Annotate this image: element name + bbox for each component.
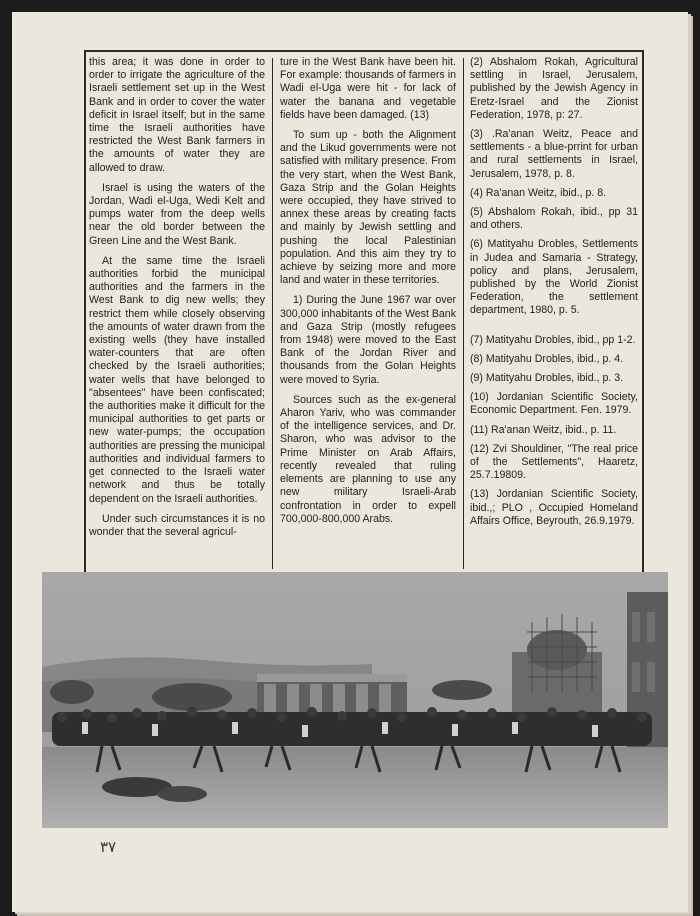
magazine-page (12, 12, 688, 912)
article-column-1 (89, 56, 265, 571)
reference-item: (12) Zvi Shouldiner, "The real price of the Settlements", Haaretz, 25.7.19809. (470, 442, 638, 482)
text-frame (84, 50, 644, 577)
reference-item: (7) Matityahu Drobles, ibid., pp 1-2. (470, 333, 636, 346)
reference-item: (3) .Ra'anan Weitz, Peace and settlements - a blue-prrint for urban and rural settlements in Israel, Jerusalem, 1978, p. 8. (470, 128, 638, 180)
reference-item: (5) Abshalom Rokah, ibid., pp 31 and others. (470, 206, 638, 232)
paragraph: this area; it was done in order to order to irrigate the agriculture of the Israeli settlement set up in the West Bank and in order to cover the water deficit in Israel itself; but in the same time the Israeli authorities have restricted the West Bank farmers in the amounts of water they are allowed to draw. (89, 56, 265, 174)
paragraph: 1) During the June 1967 war over 300,000 inhabitants of the West Bank and Gaza Strip (mostly refugees from 1948) were moved to the East Bank of the Jordan River and thousands from the Golan Heights were moved to Syria. (280, 294, 456, 386)
page-number: ٣٧ (100, 838, 117, 856)
paragraph: Sources such as the ex-general Aharon Yariv, who was commander of the intelligence services, and Dr. Sharon, who was advisor to the Prime Minister on Arab Affairs, recently revealed that ruling elements are planning to use any new military Israeli-Arab confrontation in order to expell 700,000-800,000 Arabs. (280, 393, 456, 525)
crowd-photograph-illustration (42, 572, 668, 828)
crowd-photograph (42, 572, 668, 828)
reference-item: (10) Jordanian Scientific Society, Economic Department. Fen. 1979. (470, 391, 638, 417)
paragraph: To sum up - both the Alignment and the Likud governments were not satisfied with military presence. From the very start, when the West Bank, Gaza Strip and the Golan Heights were occupied, they have strived to annex these areas by creating facts and mainly by Jewish settling and pushing the local Palestinian population. And this aim they try to achieve by seizing more and more land and water in these territories. (280, 129, 456, 287)
paragraph: Israel is using the waters of the Jordan, Wadi el-Uga, Wedi Kelt and pumps water from the deep wells near the old border between the Green Line and the West Bank. (89, 181, 265, 247)
references-column (470, 56, 638, 571)
reference-item: (8) Matityahu Drobles, ibid., p. 4. (470, 352, 624, 365)
reference-item: (9) Matityahu Drobles, ibid., p. 3. (470, 372, 624, 385)
paragraph: ture in the West Bank have been hit. For example: thousands of farmers in Wadi el-Uga were hit - for lack of water the banana and vegetable fields have been damaged. (13) (280, 56, 456, 121)
reference-item: (2) Abshalom Rokah, Agricultural settling in Israel, Jerusalem, published by the Jewish Agency in Eretz-Israel and the Zionist Federation, 1978, p: 27. (470, 56, 638, 121)
reference-item: (11) Ra'anan Weitz, ibid., p. 11. (470, 423, 617, 436)
reference-item: (13) Jordanian Scientific Society, ibid.,; PLO , Occupied Homeland Affairs Office, Beyrouth, 26.9.1979. (470, 488, 638, 527)
column-divider (272, 58, 273, 569)
article-column-2 (280, 56, 456, 571)
column-divider (463, 58, 464, 569)
paragraph: Under such circumstances it is no wonder that the several agricul- (89, 512, 265, 538)
reference-item: (6) Matityahu Drobles, Settlements in Judea and Samaria - Strategy, policy and plans, Jerusalem, published by the World Zionist Federation, the settlement department, 1980, p. 5. (470, 238, 638, 317)
paragraph: At the same time the Israeli authorities forbid the municipal authorities and the farmers in the West Bank to dig new wells; they restrict them while closely observing the amounts of water drawn from the existing wells (they have installed water-counters that are often checked by the Israeli authorities; water wells that have belonged to "absentees" have been confiscated; the authorities make it difficult for the municipal authorities to get parts or new water-pumps; the occupation authorities are pressing the municipal authorities and individual farmers to get connected to the Israeli water network and thus be totally dependent on the Israeli authorities. (89, 254, 265, 505)
reference-item: (4) Ra'anan Weitz, ibid., p. 8. (470, 186, 607, 199)
